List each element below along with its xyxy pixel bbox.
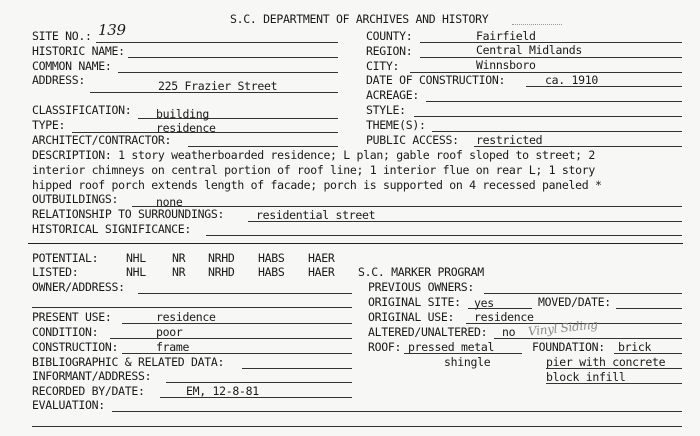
altered-value: no: [502, 325, 516, 339]
description-line-3: hipped roof porch extends length of facade; porch is supported on 4 recessed paneled *: [32, 178, 602, 192]
construction-label: CONSTRUCTION:: [32, 340, 119, 354]
original-site-line: [468, 308, 532, 309]
relationship-label: RELATIONSHIP TO SURROUNDINGS:: [32, 207, 225, 221]
city-value: Winnsboro: [476, 58, 536, 72]
city-label: CITY:: [366, 59, 400, 73]
original-site-value: yes: [474, 296, 494, 310]
address-value: 225 Frazier Street: [158, 79, 278, 93]
listed-habs: HABS: [258, 265, 285, 279]
potential-nrhd: NRHD: [208, 251, 235, 265]
address-line: [90, 92, 338, 93]
site-no-line: [96, 42, 338, 43]
section-divider: [28, 243, 683, 244]
county-label: COUNTY:: [366, 29, 413, 43]
region-label: REGION:: [366, 44, 413, 58]
architect-label: ARCHITECT/CONTRACTOR:: [32, 133, 172, 147]
foundation-label: FOUNDATION:: [532, 340, 605, 354]
themes-line: [432, 131, 682, 132]
outbuildings-label: OUTBUILDINGS:: [32, 192, 119, 206]
condition-label: CONDITION:: [32, 325, 99, 339]
significance-line: [206, 235, 682, 236]
acreage-label: ACREAGE:: [366, 88, 419, 102]
foundation-value-line-2: pier with concrete: [546, 355, 666, 369]
potential-haer: HAER: [308, 251, 335, 265]
relationship-line: [248, 221, 682, 222]
type-value: residence: [156, 121, 216, 135]
recorded-label: RECORDED BY/DATE:: [32, 384, 145, 398]
owner-line: [138, 293, 352, 294]
roof-value-line-1: pressed metal: [408, 340, 495, 354]
site-no-value: 139: [98, 21, 126, 39]
public-access-value: restricted: [476, 133, 543, 147]
previous-owners-label: PREVIOUS OWNERS:: [368, 280, 474, 294]
potential-nhl: NHL: [126, 251, 146, 265]
type-label: TYPE:: [32, 118, 66, 132]
moved-date-line: [616, 308, 682, 309]
classification-value: building: [156, 107, 209, 121]
previous-owners-line: [484, 293, 682, 294]
owner-label: OWNER/ADDRESS:: [32, 280, 125, 294]
altered-line: [494, 338, 682, 339]
potential-habs: HABS: [258, 251, 285, 265]
listed-haer: HAER: [308, 265, 335, 279]
date-construction-label: DATE OF CONSTRUCTION:: [366, 73, 506, 87]
historic-name-line: [128, 57, 338, 58]
title-underline: [512, 24, 562, 25]
roof-value-line-2: shingle: [444, 355, 491, 369]
date-construction-line: [526, 86, 682, 87]
evaluation-line: [112, 411, 682, 412]
outbuildings-value: none: [156, 195, 183, 209]
county-value: Fairfield: [476, 29, 536, 43]
form-title: S.C. DEPARTMENT OF ARCHIVES AND HISTORY: [230, 12, 489, 26]
marker-program-label: S.C. MARKER PROGRAM: [358, 265, 484, 279]
recorded-value: EM, 12-8-81: [186, 384, 259, 398]
present-use-label: PRESENT USE:: [32, 310, 112, 324]
original-use-label: ORIGINAL USE:: [368, 310, 455, 324]
classification-label: CLASSIFICATION:: [32, 103, 132, 117]
common-name-label: COMMON NAME:: [32, 59, 112, 73]
condition-value: poor: [156, 325, 183, 339]
owner-line-2: [32, 307, 352, 308]
foundation-value-line-3: block infill: [546, 370, 626, 384]
bibliographic-line: [242, 368, 352, 369]
relationship-value: residential street: [256, 208, 376, 222]
listed-label: LISTED:: [32, 265, 79, 279]
condition-line: [110, 338, 352, 339]
listed-nrhd: NRHD: [208, 265, 235, 279]
themes-label: THEME(S):: [366, 118, 426, 132]
description-line-1: DESCRIPTION: 1 story weatherboarded residence; L plan; gable roof sloped to street; 2: [32, 148, 596, 162]
site-no-label: SITE NO.:: [32, 29, 92, 43]
date-construction-value: ca. 1910: [545, 73, 598, 87]
foundation-line-2: [546, 368, 682, 369]
acreage-line: [426, 101, 682, 102]
public-access-label: PUBLIC ACCESS:: [366, 133, 459, 147]
altered-handwritten-note: Vinyl Siding: [527, 317, 599, 339]
region-value: Central Midlands: [476, 43, 582, 57]
present-use-value: residence: [156, 310, 216, 324]
construction-value: frame: [156, 340, 190, 354]
listed-nhl: NHL: [126, 265, 146, 279]
potential-label: POTENTIAL:: [32, 251, 99, 265]
classification-line: [138, 118, 338, 119]
foundation-value-line-1: brick: [618, 340, 652, 354]
foundation-line-3: [546, 383, 682, 384]
evaluation-line-2: [32, 426, 682, 427]
evaluation-label: EVALUATION:: [32, 398, 105, 412]
informant-line: [166, 382, 352, 383]
style-line: [414, 116, 682, 117]
foundation-line: [614, 353, 682, 354]
moved-date-label: MOVED/DATE:: [538, 295, 611, 309]
significance-label: HISTORICAL SIGNIFICANCE:: [32, 222, 191, 236]
address-label: ADDRESS:: [32, 73, 85, 87]
region-line: [420, 57, 682, 58]
informant-label: INFORMANT/ADDRESS:: [32, 369, 152, 383]
bibliographic-label: BIBLIOGRAPHIC & RELATED DATA:: [32, 355, 225, 369]
roof-line: [404, 353, 522, 354]
roof-label: ROOF:: [368, 340, 402, 354]
recorded-line: [160, 397, 352, 398]
potential-nr: NR: [172, 251, 186, 265]
style-label: STYLE:: [366, 103, 406, 117]
original-site-label: ORIGINAL SITE:: [368, 295, 461, 309]
construction-line: [122, 353, 352, 354]
altered-label: ALTERED/UNALTERED:: [368, 325, 488, 339]
public-access-line: [474, 146, 682, 147]
common-name-line: [118, 72, 338, 73]
original-use-value: residence: [474, 310, 534, 324]
listed-nr: NR: [172, 265, 186, 279]
historic-name-label: HISTORIC NAME:: [32, 44, 125, 58]
architect-line: [188, 146, 338, 147]
present-use-line: [122, 323, 352, 324]
description-line-2: interior chimneys on central portion of roof line; 1 interior flue on rear L; 1 story: [32, 163, 596, 177]
